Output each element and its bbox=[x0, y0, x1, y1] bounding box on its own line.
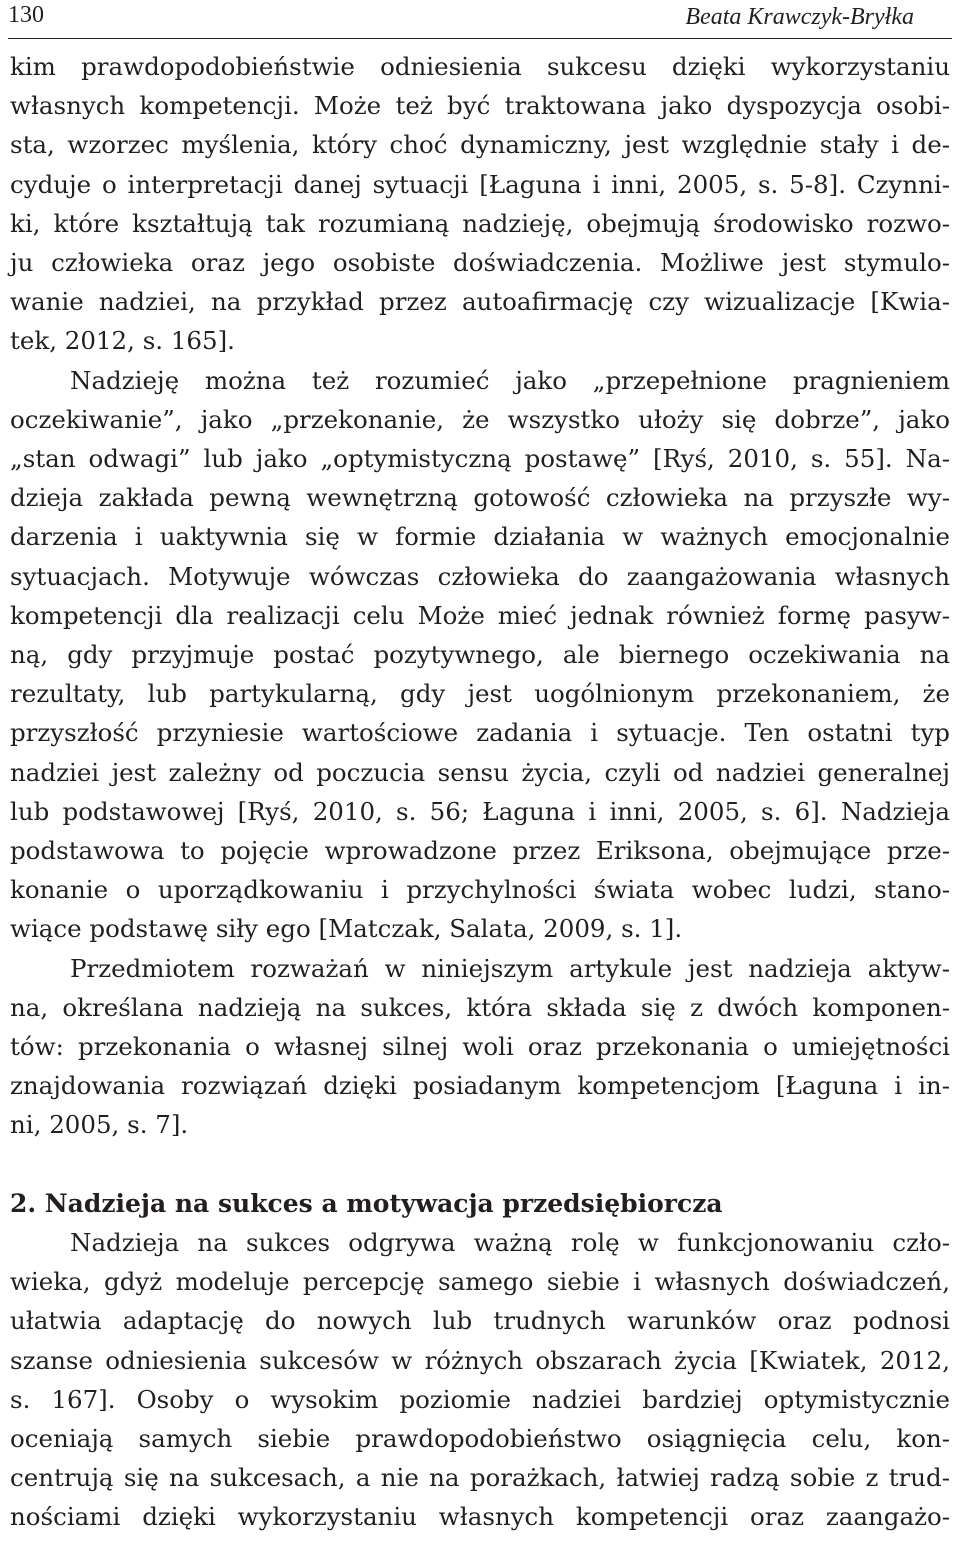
text-line: znajdowania rozwiązań dzięki posiadanym kompetencjom [Łaguna i in- bbox=[10, 1071, 950, 1101]
text-line: rezultaty, lub partykularną, gdy jest uogólnionym przekonaniem, że bbox=[10, 679, 950, 709]
running-header bbox=[8, 0, 952, 36]
text-line: Nadzieja na sukces odgrywa ważną rolę w funkcjonowaniu czło- bbox=[70, 1228, 950, 1257]
text-line: ną, gdy przyjmuje postać pozytywnego, ale biernego oczekiwania na bbox=[10, 640, 950, 669]
text-line: przyszłość przyniesie wartościowe zadania i sytuacje. Ten ostatni typ bbox=[10, 718, 950, 748]
text-line: sta, wzorzec myślenia, który choć dynamiczny, jest względnie stały i de- bbox=[10, 130, 950, 160]
text-line: Przedmiotem rozważań w niniejszym artykule jest nadzieja aktyw- bbox=[70, 953, 950, 983]
text-line: szanse odniesienia sukcesów w różnych obszarach życia [Kwiatek, 2012, bbox=[10, 1345, 950, 1375]
header-rule bbox=[8, 38, 952, 39]
text-line: kim prawdopodobieństwie odniesienia sukcesu dzięki wykorzystaniu bbox=[10, 52, 950, 81]
text-line: tów: przekonania o własnej silnej woli oraz przekonania o umiejętności bbox=[10, 1032, 950, 1061]
text-line: podstawowa to pojęcie wprowadzone przez Eriksona, obejmujące prze- bbox=[10, 836, 950, 865]
text-line: konanie o uporządkowaniu i przychylności świata wobec ludzi, stano- bbox=[10, 875, 950, 905]
text-line: centrują się na sukcesach, a nie na porażkach, łatwiej radzą sobie z trud- bbox=[10, 1463, 950, 1493]
text-line: własnych kompetencji. Może też być traktowana jako dyspozycja osobi- bbox=[10, 91, 950, 121]
running-author: Beata Krawczyk-Bryłka bbox=[685, 4, 914, 30]
text-line: oczekiwanie”, jako „przekonanie, że wszystko ułoży się dobrze”, jako bbox=[10, 404, 950, 434]
text-line: oceniają samych siebie prawdopodobieństwo osiągnięcia celu, kon- bbox=[10, 1424, 950, 1453]
text-line: ju człowieka oraz jego osobiste doświadczenia. Możliwe jest stymulo- bbox=[10, 248, 950, 277]
text-line: wiące podstawę siły ego [Matczak, Salata, 2009, s. 1]. bbox=[10, 914, 683, 944]
text-line: tek, 2012, s. 165]. bbox=[10, 326, 235, 356]
text-line: nadziei jest zależny od poczucia sensu życia, czyli od nadziei generalnej bbox=[10, 757, 950, 787]
text-line: ni, 2005, s. 7]. bbox=[10, 1110, 189, 1140]
text-line: kompetencji dla realizacji celu Może mieć jednak również formę pasyw- bbox=[10, 600, 950, 630]
text-line: Nadzieję można też rozumieć jako „przepełnione pragnieniem bbox=[70, 365, 950, 395]
text-line: lub podstawowej [Ryś, 2010, s. 56; Łaguna i inni, 2005, s. 6]. Nadzieja bbox=[10, 796, 950, 826]
text-line: s. 167]. Osoby o wysokim poziomie nadziei bardziej optymistycznie bbox=[10, 1384, 950, 1414]
text-line: ułatwia adaptację do nowych lub trudnych warunków oraz podnosi bbox=[10, 1306, 950, 1336]
text-line: wieka, gdyż modeluje percepcję samego siebie i własnych doświadczeń, bbox=[10, 1267, 950, 1297]
section-heading: 2. Nadzieja na sukces a motywacja przedsiębiorcza bbox=[10, 1188, 723, 1218]
text-line: darzenia i uaktywnia się w formie działania w ważnych emocjonalnie bbox=[10, 522, 950, 552]
text-line: nościami dzięki wykorzystaniu własnych kompetencji oraz zaangażo- bbox=[10, 1502, 950, 1532]
text-line: cyduje o interpretacji danej sytuacji [Łaguna i inni, 2005, s. 5-8]. Czynni- bbox=[10, 169, 950, 199]
text-line: sytuacjach. Motywuje wówczas człowieka do zaangażowania własnych bbox=[10, 561, 950, 591]
text-line: wanie nadziei, na przykład przez autoafirmację czy wizualizacje [Kwia- bbox=[10, 287, 950, 317]
text-line: dzieja zakłada pewną wewnętrzną gotowość człowieka na przyszłe wy- bbox=[10, 483, 950, 513]
page-number: 130 bbox=[8, 2, 44, 28]
text-line: ki, które kształtują tak rozumianą nadzieję, obejmują środowisko rozwo- bbox=[10, 208, 950, 238]
text-line: na, określana nadzieją na sukces, która składa się z dwóch komponen- bbox=[10, 992, 950, 1022]
text-line: „stan odwagi” lub jako „optymistyczną postawę” [Ryś, 2010, s. 55]. Na- bbox=[10, 444, 950, 473]
